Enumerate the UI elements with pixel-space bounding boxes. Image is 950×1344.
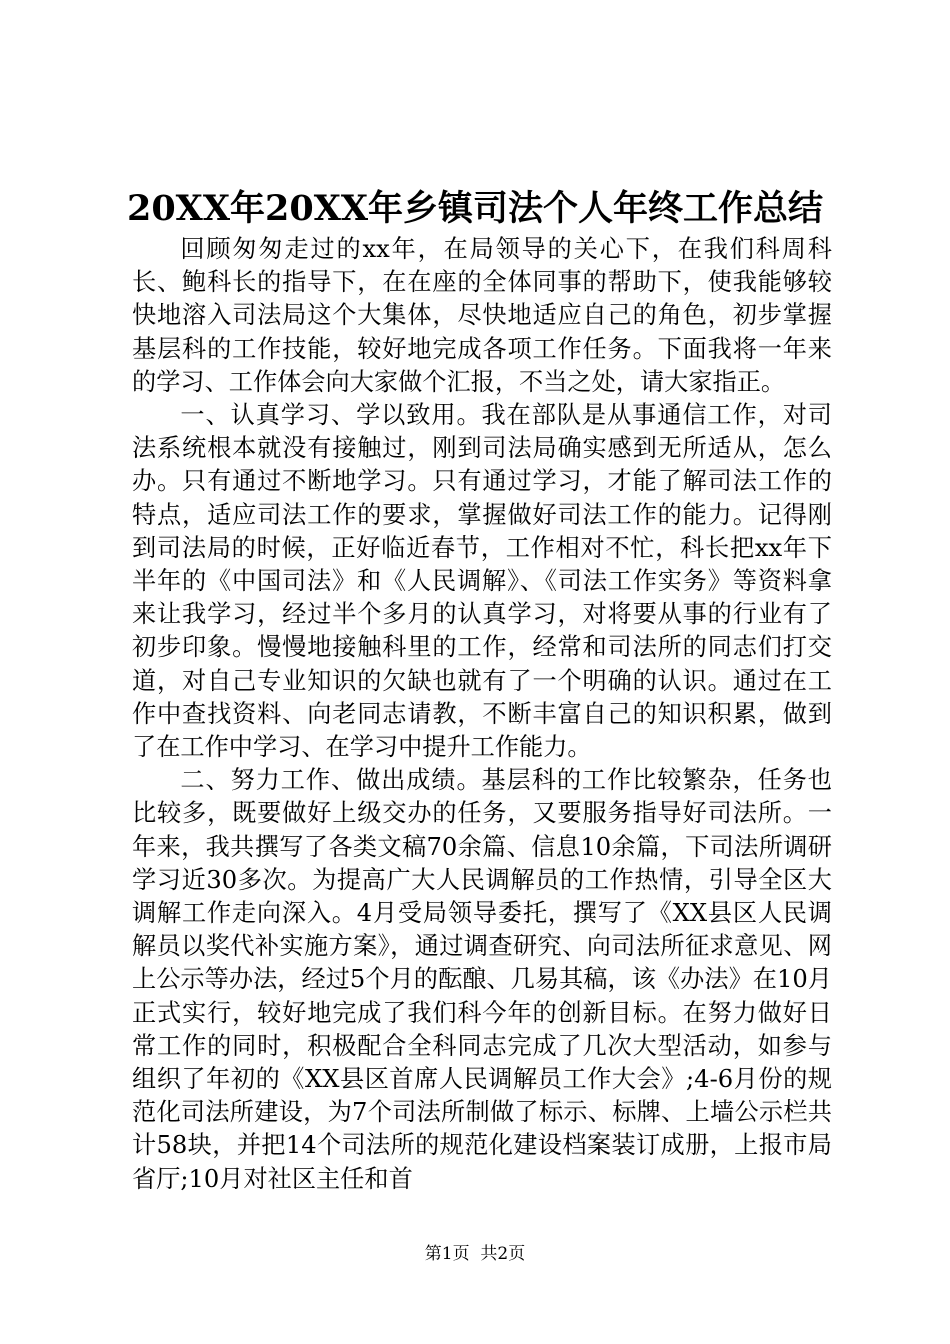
paragraph-intro: 回顾匆匆走过的xx年，在局领导的关心下，在我们科周科长、鲍科长的指导下，在在座的全体同事的帮助下，使我能够较快地溶入司法局这个大集体，尽快地适应自己的角色，初步掌握基层科的工作技能，较好地完成各项工作任务。下面我将一年来的学习、工作体会向大家做个汇报，不当之处，请大家指正。	[132, 235, 832, 396]
document-title: 20XX年20XX年乡镇司法个人年终工作总结	[126, 188, 824, 229]
page-number: 第1页	[424, 1244, 470, 1264]
page-footer	[0, 1243, 950, 1265]
paragraph-work: 二、努力工作、做出成绩。基层科的工作比较繁杂，任务也比较多，既要做好上级交办的任务，又要服务指导好司法所。一年来，我共撰写了各类文稿70余篇、信息10余篇，下司法所调研学习近30多次。为提高广大人民调解员的工作热情，引导全区大调解工作走向深入。4月受局领导委托，撰写了《XX县区人民调解员以奖代补实施方案》，通过调查研究、向司法所征求意见、网上公示等办法，经过5个月的酝酿、几易其稿，该《办法》在10月正式实行，较好地完成了我们科今年的创新目标。在努力做好日常工作的同时，积极配合全科同志完成了几次大型活动，如参与组织了年初的《XX县区首席人民调解员工作大会》;4-6月份的规范化司法所建设，为7个司法所制做了标示、标牌、上墙公示栏共计58块，并把14个司法所的规范化建设档案装订成册，上报市局省厅;10月对社区主任和首	[132, 766, 832, 1193]
paragraph-study: 一、认真学习、学以致用。我在部队是从事通信工作，对司法系统根本就没有接触过，刚到司法局确实感到无所适从，怎么办。只有通过不断地学习。只有通过学习，才能了解司法工作的特点，适应司法工作的要求，掌握做好司法工作的能力。记得刚到司法局的时候，正好临近春节，工作相对不忙，科长把xx年下半年的《中国司法》和《人民调解》、《司法工作实务》等资料拿来让我学习，经过半个多月的认真学习，对将要从事的行业有了初步印象。慢慢地接触科里的工作，经常和司法所的同志们打交道，对自己专业知识的欠缺也就有了一个明确的认识。通过在工作中查找资料、向老同志请教，不断丰富自己的知识积累，做到了在工作中学习、在学习中提升工作能力。	[132, 401, 832, 762]
document-body	[132, 233, 832, 1196]
footer-separator	[470, 1244, 481, 1264]
page-total: 共2页	[480, 1244, 526, 1264]
